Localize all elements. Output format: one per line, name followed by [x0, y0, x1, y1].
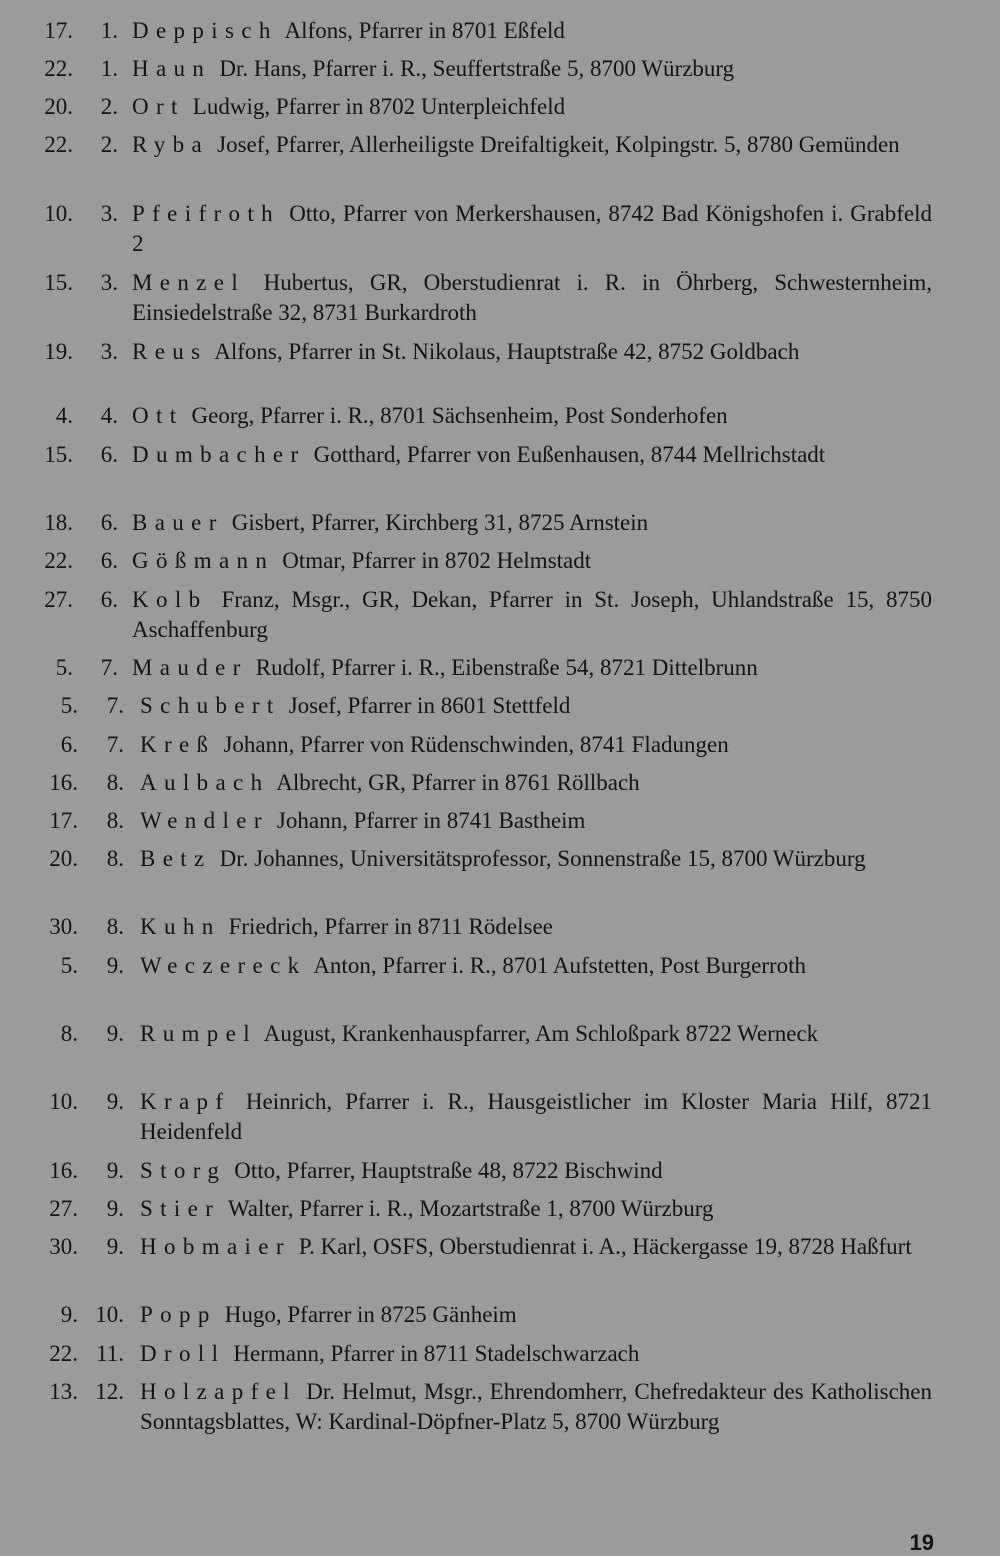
entry-month: 7.	[106, 693, 124, 718]
entry-day: 5.	[60, 693, 78, 718]
entry-details: Rudolf, Pfarrer i. R., Eibenstraße 54, 8721 Dittelbrunn	[255, 655, 758, 680]
entry-month: 8.	[106, 770, 124, 795]
entry-text	[132, 546, 932, 576]
entry-details: Otto, Pfarrer, Hauptstraße 48, 8722 Bischwind	[234, 1158, 663, 1183]
entry-month: 8.	[106, 846, 124, 871]
entry-surname: Rumpel	[140, 1021, 257, 1046]
entry-month: 7.	[106, 732, 124, 757]
entry-text	[140, 1300, 932, 1330]
entry-text	[132, 440, 932, 470]
entry-day: 8.	[60, 1021, 78, 1046]
entry-day: 22.	[44, 56, 73, 81]
entry-surname: Holzapfel	[140, 1379, 297, 1404]
entry-text	[140, 730, 932, 760]
entry-day: 15.	[44, 442, 73, 467]
entry-day: 20.	[49, 846, 78, 871]
entry-surname: Droll	[140, 1341, 226, 1366]
entry-details: August, Krankenhauspfarrer, Am Schloßpark 8722 Werneck	[263, 1021, 819, 1046]
entry-details: P. Karl, OSFS, Oberstudienrat i. A., Häckergasse 19, 8728 Haßfurt	[298, 1234, 912, 1259]
entry-month: 3.	[100, 270, 118, 295]
entry-month: 8.	[106, 808, 124, 833]
entry-details: Walter, Pfarrer i. R., Mozartstraße 1, 8700 Würzburg	[227, 1196, 714, 1221]
entry-day: 17.	[44, 18, 73, 43]
entry-surname: Hobmaier	[140, 1234, 291, 1259]
entry-details: Josef, Pfarrer in 8601 Stettfeld	[288, 693, 571, 718]
entry-details: Friedrich, Pfarrer in 8711 Rödelsee	[228, 914, 553, 939]
entry-day: 22.	[49, 1341, 78, 1366]
entry-details: Hubertus, GR, Oberstudienrat i. R. in Öhrberg, Schwesternheim, Einsiedelstraße 32, 8731 Burkardroth	[132, 270, 932, 325]
entry-surname: Ryba	[132, 132, 210, 157]
entry-text	[132, 54, 932, 84]
entry-month: 10.	[95, 1302, 124, 1327]
entry-text	[140, 1377, 932, 1437]
entry-details: Dr. Helmut, Msgr., Ehrendomherr, Chefredakteur des Katholischen Sonntagsblattes, W: Kardinal-Döpfner-Platz 5, 8700 Würzburg	[140, 1379, 932, 1434]
entry-details: Gisbert, Pfarrer, Kirchberg 31, 8725 Arnstein	[231, 510, 649, 535]
entry-month: 9.	[106, 1089, 124, 1114]
entry-month: 6.	[100, 548, 118, 573]
entry-month: 6.	[100, 587, 118, 612]
entry-surname: Mauder	[132, 655, 248, 680]
entry-day: 4.	[55, 403, 73, 428]
entry-text	[132, 508, 932, 538]
entry-details: Otto, Pfarrer von Merkershausen, 8742 Bad Königshofen i. Grabfeld 2	[132, 201, 932, 256]
entry-day: 19.	[44, 339, 73, 364]
entry-text	[132, 585, 932, 645]
entry-text	[140, 1339, 932, 1369]
entry-surname: Bauer	[132, 510, 224, 535]
entry-details: Josef, Pfarrer, Allerheiligste Dreifaltigkeit, Kolpingstr. 5, 8780 Gemünden	[217, 132, 900, 157]
entry-month: 1.	[100, 56, 118, 81]
entry-surname: Betz	[140, 846, 212, 871]
entry-details: Dr. Johannes, Universitätsprofessor, Sonnenstraße 15, 8700 Würzburg	[219, 846, 866, 871]
entry-day: 15.	[44, 270, 73, 295]
entry-text	[140, 806, 932, 836]
entry-details: Dr. Hans, Pfarrer i. R., Seuffertstraße 5, 8700 Würzburg	[219, 56, 735, 81]
entry-details: Johann, Pfarrer von Rüdenschwinden, 8741 Fladungen	[223, 732, 729, 757]
entry-surname: Reus	[132, 339, 208, 364]
entry-surname: Gößmann	[132, 548, 275, 573]
entry-text	[140, 1232, 932, 1262]
entry-month: 9.	[106, 1234, 124, 1259]
entry-day: 5.	[60, 953, 78, 978]
entry-details: Heinrich, Pfarrer i. R., Hausgeistlicher im Kloster Maria Hilf, 8721 Heidenfeld	[140, 1089, 933, 1144]
entry-month: 9.	[106, 953, 124, 978]
entry-text	[140, 844, 932, 874]
entry-day: 30.	[49, 1234, 78, 1259]
entry-surname: Ott	[132, 403, 184, 428]
entry-details: Hugo, Pfarrer in 8725 Gänheim	[224, 1302, 517, 1327]
entry-text	[140, 1156, 932, 1186]
entry-text	[132, 199, 932, 259]
entry-day: 27.	[49, 1196, 78, 1221]
entry-details: Franz, Msgr., GR, Dekan, Pfarrer in St. Joseph, Uhlandstraße 15, 8750 Aschaffenburg	[132, 587, 933, 642]
entry-details: Gotthard, Pfarrer von Eußenhausen, 8744 Mellrichstadt	[313, 442, 826, 467]
entry-day: 16.	[49, 770, 78, 795]
entry-day: 17.	[49, 808, 78, 833]
entry-day: 6.	[60, 732, 78, 757]
entry-surname: Aulbach	[140, 770, 270, 795]
entry-details: Georg, Pfarrer i. R., 8701 Sächsenheim, Post Sonderhofen	[191, 403, 728, 428]
entry-surname: Schubert	[140, 693, 281, 718]
entry-text	[140, 951, 932, 981]
entry-surname: Dumbacher	[132, 442, 306, 467]
entry-details: Johann, Pfarrer in 8741 Bastheim	[276, 808, 586, 833]
entry-month: 9.	[106, 1021, 124, 1046]
entry-surname: Haun	[132, 56, 212, 81]
entry-month: 9.	[106, 1196, 124, 1221]
entry-surname: Popp	[140, 1302, 217, 1327]
entry-details: Alfons, Pfarrer in St. Nikolaus, Hauptstraße 42, 8752 Goldbach	[214, 339, 800, 364]
entry-text	[140, 1019, 932, 1049]
entry-details: Albrecht, GR, Pfarrer in 8761 Röllbach	[276, 770, 640, 795]
entry-text	[140, 912, 932, 942]
entry-surname: Pfeifroth	[132, 201, 280, 226]
entry-text	[140, 1194, 932, 1224]
entry-details: Hermann, Pfarrer in 8711 Stadelschwarzach	[233, 1341, 640, 1366]
entry-day: 13.	[49, 1379, 78, 1404]
entry-text	[140, 1087, 932, 1147]
entry-surname: Menzel	[132, 270, 246, 295]
entry-text	[132, 130, 932, 160]
entry-day: 5.	[55, 655, 73, 680]
entry-day: 30.	[49, 914, 78, 939]
entry-surname: Ort	[132, 94, 185, 119]
entry-text	[132, 337, 932, 367]
entry-day: 18.	[44, 510, 73, 535]
entry-surname: Kreß	[140, 732, 216, 757]
entry-month: 4.	[100, 403, 118, 428]
entry-surname: Deppisch	[132, 18, 278, 43]
entry-day: 10.	[49, 1089, 78, 1114]
entry-surname: Krapf	[140, 1089, 231, 1114]
entry-day: 9.	[60, 1302, 78, 1327]
entry-month: 1.	[100, 18, 118, 43]
entry-month: 6.	[100, 510, 118, 535]
entry-text	[132, 268, 932, 328]
entry-month: 3.	[100, 201, 118, 226]
entry-surname: Kolb	[132, 587, 208, 612]
entry-day: 22.	[44, 548, 73, 573]
entry-month: 12.	[95, 1379, 124, 1404]
entry-month: 2.	[100, 94, 118, 119]
entry-month: 7.	[100, 655, 118, 680]
entry-details: Alfons, Pfarrer in 8701 Eßfeld	[284, 18, 565, 43]
entry-month: 8.	[106, 914, 124, 939]
entry-month: 2.	[100, 132, 118, 157]
entry-month: 3.	[100, 339, 118, 364]
entry-month: 6.	[100, 442, 118, 467]
entry-day: 22.	[44, 132, 73, 157]
entry-day: 10.	[44, 201, 73, 226]
entry-day: 16.	[49, 1158, 78, 1183]
entry-text	[140, 768, 932, 798]
entry-details: Anton, Pfarrer i. R., 8701 Aufstetten, Post Burgerroth	[313, 953, 807, 978]
entry-surname: Wendler	[140, 808, 269, 833]
entry-month: 11.	[96, 1341, 124, 1366]
entry-month: 9.	[106, 1158, 124, 1183]
entry-surname: Kuhn	[140, 914, 221, 939]
entry-text	[132, 401, 932, 431]
entry-text	[140, 691, 932, 721]
entry-day: 27.	[44, 587, 73, 612]
entry-surname: Storg	[140, 1158, 227, 1183]
entry-details: Otmar, Pfarrer in 8702 Helmstadt	[282, 548, 592, 573]
entry-text	[132, 653, 932, 683]
entry-details: Ludwig, Pfarrer in 8702 Unterpleichfeld	[192, 94, 566, 119]
entry-day: 20.	[44, 94, 73, 119]
entry-text	[132, 92, 932, 122]
page-number: 19	[909, 1530, 934, 1555]
entry-surname: Weczereck	[140, 953, 307, 978]
entry-surname: Stier	[140, 1196, 221, 1221]
entry-text	[132, 16, 932, 46]
